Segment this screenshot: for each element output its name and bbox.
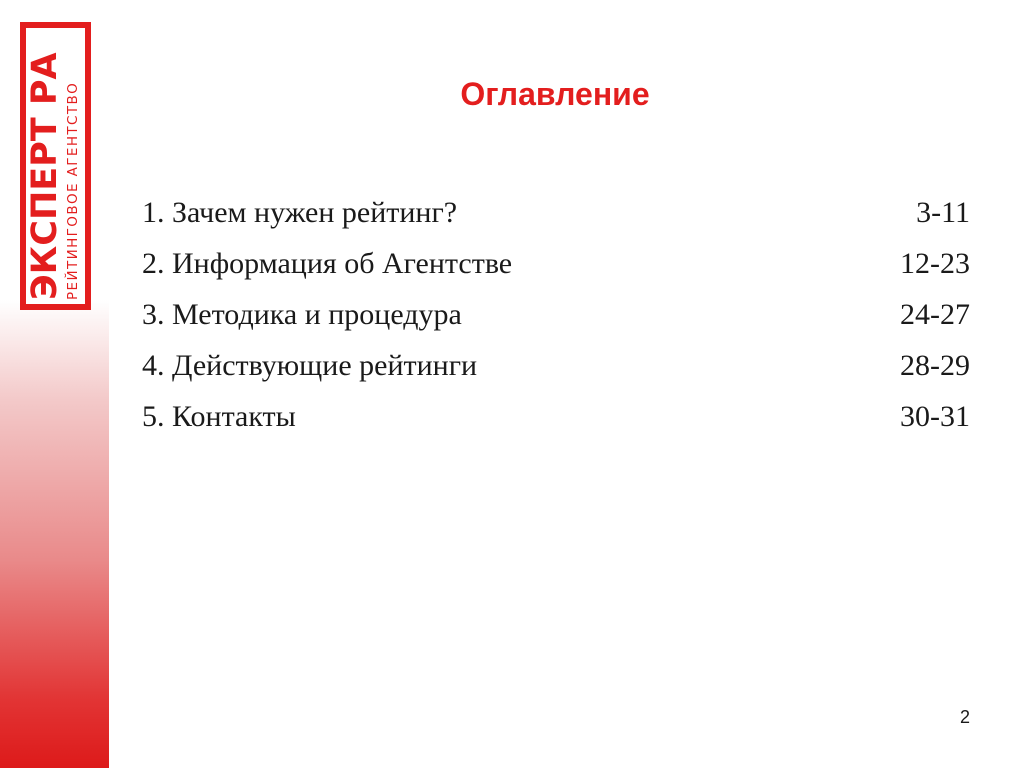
toc-item-pages: 24-27 bbox=[900, 298, 970, 331]
toc-item-label: 4. Действующие рейтинги bbox=[142, 349, 478, 382]
toc-item-pages: 30-31 bbox=[900, 400, 970, 433]
toc-item bbox=[142, 187, 970, 238]
toc-item bbox=[142, 289, 970, 340]
toc-item bbox=[142, 238, 970, 289]
toc-item-pages: 28-29 bbox=[900, 349, 970, 382]
page-title: Оглавление bbox=[460, 76, 650, 112]
toc-item-label: 3. Методика и процедура bbox=[142, 298, 462, 331]
logo-tagline: РЕЙТИНГОВОЕ АГЕНТСТВО bbox=[65, 81, 81, 300]
toc-item-pages: 3-11 bbox=[916, 196, 970, 229]
table-of-contents bbox=[142, 187, 970, 442]
logo-inner bbox=[26, 28, 85, 304]
logo-name: ЭКСПЕРТ РА bbox=[25, 52, 65, 300]
page-number: 2 bbox=[959, 707, 970, 727]
logo bbox=[20, 22, 91, 310]
toc-item-label: 5. Контакты bbox=[142, 400, 296, 433]
toc-item-label: 2. Информация об Агентстве bbox=[142, 247, 513, 280]
toc-item-pages: 12-23 bbox=[900, 247, 970, 280]
toc-item bbox=[142, 391, 970, 442]
toc-item bbox=[142, 340, 970, 391]
toc-item-label: 1. Зачем нужен рейтинг? bbox=[142, 196, 458, 229]
logo-text bbox=[26, 28, 85, 304]
